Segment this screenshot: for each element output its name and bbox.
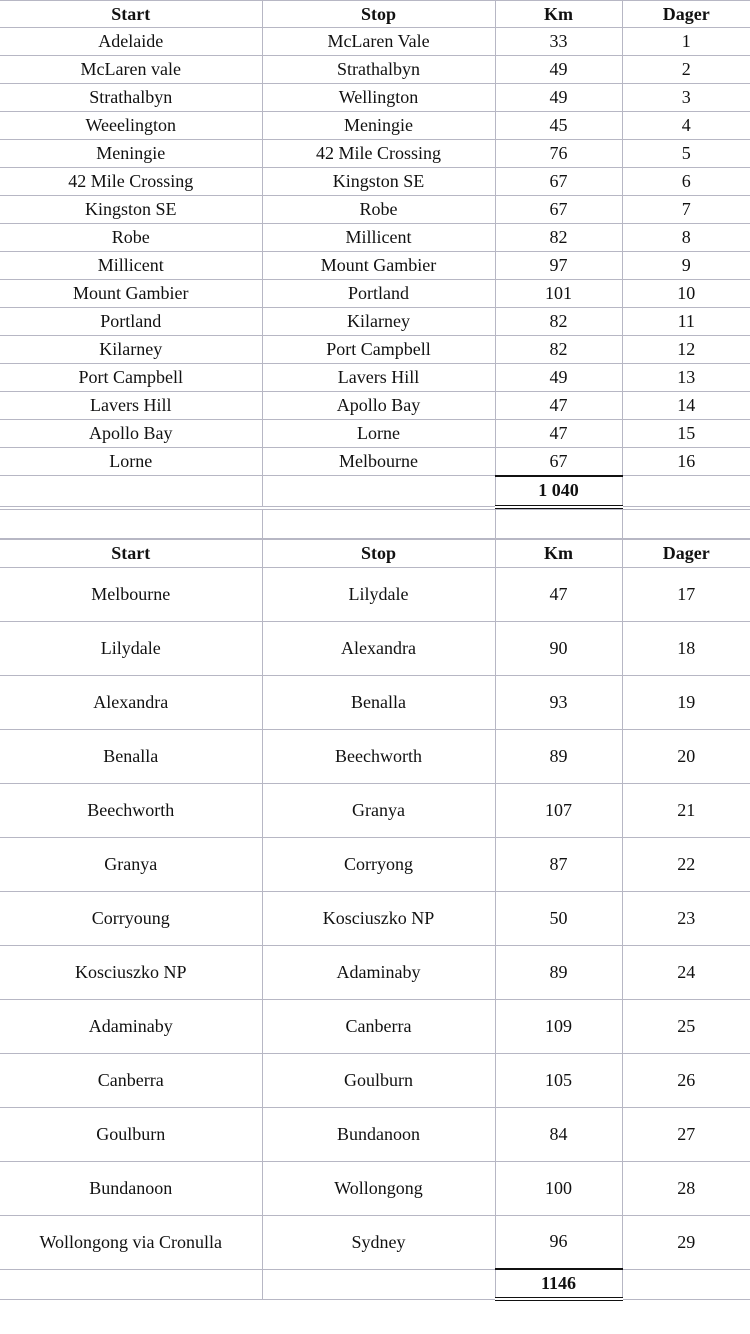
dager-cell: 27 bbox=[622, 1107, 750, 1161]
stop-cell: Adaminaby bbox=[262, 945, 495, 999]
start-cell: Mount Gambier bbox=[0, 280, 262, 308]
dager-cell: 25 bbox=[622, 999, 750, 1053]
header-row bbox=[0, 539, 750, 567]
km-cell: 107 bbox=[495, 783, 622, 837]
dager-cell: 7 bbox=[622, 196, 750, 224]
start-cell: Port Campbell bbox=[0, 364, 262, 392]
dager-cell: 24 bbox=[622, 945, 750, 999]
table-row bbox=[0, 837, 750, 891]
dager-cell: 11 bbox=[622, 308, 750, 336]
stop-cell: Melbourne bbox=[262, 448, 495, 476]
table-row bbox=[0, 729, 750, 783]
dager-cell: 15 bbox=[622, 420, 750, 448]
dager-cell: 23 bbox=[622, 891, 750, 945]
dager-cell: 13 bbox=[622, 364, 750, 392]
start-cell: Granya bbox=[0, 837, 262, 891]
empty-cell bbox=[0, 476, 262, 507]
km-cell: 89 bbox=[495, 729, 622, 783]
km-cell: 76 bbox=[495, 140, 622, 168]
stop-cell: Robe bbox=[262, 196, 495, 224]
stop-cell: Benalla bbox=[262, 675, 495, 729]
stop-cell: Kosciuszko NP bbox=[262, 891, 495, 945]
stop-cell: Lorne bbox=[262, 420, 495, 448]
dager-cell: 22 bbox=[622, 837, 750, 891]
stop-cell: Corryong bbox=[262, 837, 495, 891]
km-cell: 84 bbox=[495, 1107, 622, 1161]
start-cell: Kingston SE bbox=[0, 196, 262, 224]
stop-cell: Goulburn bbox=[262, 1053, 495, 1107]
table-row bbox=[0, 168, 750, 196]
table-row bbox=[0, 56, 750, 84]
table-row bbox=[0, 224, 750, 252]
empty-cell bbox=[0, 1269, 262, 1299]
table-row bbox=[0, 945, 750, 999]
total-row bbox=[0, 1269, 750, 1299]
dager-cell: 14 bbox=[622, 392, 750, 420]
dager-cell: 28 bbox=[622, 1161, 750, 1215]
table-row bbox=[0, 84, 750, 112]
table-row bbox=[0, 891, 750, 945]
table-row bbox=[0, 140, 750, 168]
table-row bbox=[0, 621, 750, 675]
km-cell: 49 bbox=[495, 56, 622, 84]
dager-cell: 18 bbox=[622, 621, 750, 675]
dager-cell: 26 bbox=[622, 1053, 750, 1107]
table-row bbox=[0, 28, 750, 56]
empty-cell bbox=[262, 1269, 495, 1299]
empty-cell bbox=[262, 476, 495, 507]
km-cell: 47 bbox=[495, 392, 622, 420]
km-cell: 96 bbox=[495, 1215, 622, 1269]
stop-cell: Meningie bbox=[262, 112, 495, 140]
table-row bbox=[0, 308, 750, 336]
km-cell: 67 bbox=[495, 448, 622, 476]
table-row bbox=[0, 112, 750, 140]
stop-cell: Beechworth bbox=[262, 729, 495, 783]
route-table-1 bbox=[0, 0, 750, 509]
start-cell: Benalla bbox=[0, 729, 262, 783]
dager-cell: 29 bbox=[622, 1215, 750, 1269]
dager-cell: 12 bbox=[622, 336, 750, 364]
dager-cell: 3 bbox=[622, 84, 750, 112]
total-km: 1146 bbox=[495, 1269, 622, 1299]
dager-cell: 8 bbox=[622, 224, 750, 252]
dager-cell: 16 bbox=[622, 448, 750, 476]
table-row bbox=[0, 1215, 750, 1269]
start-cell: Lavers Hill bbox=[0, 392, 262, 420]
table-row bbox=[0, 1107, 750, 1161]
table-row bbox=[0, 420, 750, 448]
table-row bbox=[0, 567, 750, 621]
km-cell: 49 bbox=[495, 364, 622, 392]
empty-cell bbox=[622, 476, 750, 507]
table-row bbox=[0, 1161, 750, 1215]
table-row bbox=[0, 783, 750, 837]
dager-cell: 17 bbox=[622, 567, 750, 621]
table-row bbox=[0, 364, 750, 392]
start-cell: Apollo Bay bbox=[0, 420, 262, 448]
stop-cell: Mount Gambier bbox=[262, 252, 495, 280]
dager-cell: 9 bbox=[622, 252, 750, 280]
stop-cell: Apollo Bay bbox=[262, 392, 495, 420]
stop-cell: Kilarney bbox=[262, 308, 495, 336]
stop-cell: 42 Mile Crossing bbox=[262, 140, 495, 168]
start-cell: Lilydale bbox=[0, 621, 262, 675]
start-cell: Lorne bbox=[0, 448, 262, 476]
total-row bbox=[0, 476, 750, 507]
header-stop: Stop bbox=[262, 539, 495, 567]
header-row bbox=[0, 1, 750, 28]
dager-cell: 4 bbox=[622, 112, 750, 140]
stop-cell: Bundanoon bbox=[262, 1107, 495, 1161]
km-cell: 89 bbox=[495, 945, 622, 999]
stop-cell: Millicent bbox=[262, 224, 495, 252]
dager-cell: 19 bbox=[622, 675, 750, 729]
km-cell: 50 bbox=[495, 891, 622, 945]
empty-cell bbox=[622, 1269, 750, 1299]
spacer-rows bbox=[0, 509, 750, 539]
start-cell: Goulburn bbox=[0, 1107, 262, 1161]
start-cell: Weeelington bbox=[0, 112, 262, 140]
km-cell: 87 bbox=[495, 837, 622, 891]
start-cell: Adaminaby bbox=[0, 999, 262, 1053]
km-cell: 67 bbox=[495, 196, 622, 224]
start-cell: Melbourne bbox=[0, 567, 262, 621]
table-row bbox=[0, 1053, 750, 1107]
header-stop: Stop bbox=[262, 1, 495, 28]
header-dager: Dager bbox=[622, 539, 750, 567]
route-table-2 bbox=[0, 539, 750, 1302]
start-cell: Portland bbox=[0, 308, 262, 336]
table-row bbox=[0, 196, 750, 224]
table-row bbox=[0, 675, 750, 729]
header-start: Start bbox=[0, 539, 262, 567]
stop-cell: Strathalbyn bbox=[262, 56, 495, 84]
table-row bbox=[0, 336, 750, 364]
table-1-body bbox=[0, 28, 750, 476]
stop-cell: Wellington bbox=[262, 84, 495, 112]
km-cell: 47 bbox=[495, 420, 622, 448]
km-cell: 67 bbox=[495, 168, 622, 196]
km-cell: 100 bbox=[495, 1161, 622, 1215]
start-cell: McLaren vale bbox=[0, 56, 262, 84]
start-cell: Kilarney bbox=[0, 336, 262, 364]
dager-cell: 5 bbox=[622, 140, 750, 168]
stop-cell: Granya bbox=[262, 783, 495, 837]
empty-row bbox=[0, 509, 750, 538]
start-cell: Wollongong via Cronulla bbox=[0, 1215, 262, 1269]
start-cell: Alexandra bbox=[0, 675, 262, 729]
start-cell: Meningie bbox=[0, 140, 262, 168]
stop-cell: Portland bbox=[262, 280, 495, 308]
km-cell: 82 bbox=[495, 336, 622, 364]
km-cell: 97 bbox=[495, 252, 622, 280]
km-cell: 109 bbox=[495, 999, 622, 1053]
header-km: Km bbox=[495, 539, 622, 567]
table-row bbox=[0, 448, 750, 476]
start-cell: 42 Mile Crossing bbox=[0, 168, 262, 196]
km-cell: 82 bbox=[495, 308, 622, 336]
table-row bbox=[0, 392, 750, 420]
header-dager: Dager bbox=[622, 1, 750, 28]
stop-cell: Lavers Hill bbox=[262, 364, 495, 392]
stop-cell: McLaren Vale bbox=[262, 28, 495, 56]
stop-cell: Kingston SE bbox=[262, 168, 495, 196]
start-cell: Adelaide bbox=[0, 28, 262, 56]
total-km: 1 040 bbox=[495, 476, 622, 507]
km-cell: 47 bbox=[495, 567, 622, 621]
start-cell: Canberra bbox=[0, 1053, 262, 1107]
km-cell: 82 bbox=[495, 224, 622, 252]
stop-cell: Wollongong bbox=[262, 1161, 495, 1215]
table-row bbox=[0, 999, 750, 1053]
km-cell: 90 bbox=[495, 621, 622, 675]
stop-cell: Alexandra bbox=[262, 621, 495, 675]
km-cell: 101 bbox=[495, 280, 622, 308]
header-start: Start bbox=[0, 1, 262, 28]
km-cell: 33 bbox=[495, 28, 622, 56]
dager-cell: 20 bbox=[622, 729, 750, 783]
dager-cell: 10 bbox=[622, 280, 750, 308]
start-cell: Corryoung bbox=[0, 891, 262, 945]
start-cell: Robe bbox=[0, 224, 262, 252]
stop-cell: Port Campbell bbox=[262, 336, 495, 364]
km-cell: 45 bbox=[495, 112, 622, 140]
start-cell: Bundanoon bbox=[0, 1161, 262, 1215]
dager-cell: 21 bbox=[622, 783, 750, 837]
dager-cell: 1 bbox=[622, 28, 750, 56]
km-cell: 105 bbox=[495, 1053, 622, 1107]
header-km: Km bbox=[495, 1, 622, 28]
stop-cell: Sydney bbox=[262, 1215, 495, 1269]
table-2-body bbox=[0, 567, 750, 1269]
start-cell: Millicent bbox=[0, 252, 262, 280]
table-row bbox=[0, 280, 750, 308]
km-cell: 49 bbox=[495, 84, 622, 112]
table-row bbox=[0, 252, 750, 280]
start-cell: Kosciuszko NP bbox=[0, 945, 262, 999]
dager-cell: 2 bbox=[622, 56, 750, 84]
dager-cell: 6 bbox=[622, 168, 750, 196]
stop-cell: Canberra bbox=[262, 999, 495, 1053]
stop-cell: Lilydale bbox=[262, 567, 495, 621]
start-cell: Strathalbyn bbox=[0, 84, 262, 112]
start-cell: Beechworth bbox=[0, 783, 262, 837]
km-cell: 93 bbox=[495, 675, 622, 729]
